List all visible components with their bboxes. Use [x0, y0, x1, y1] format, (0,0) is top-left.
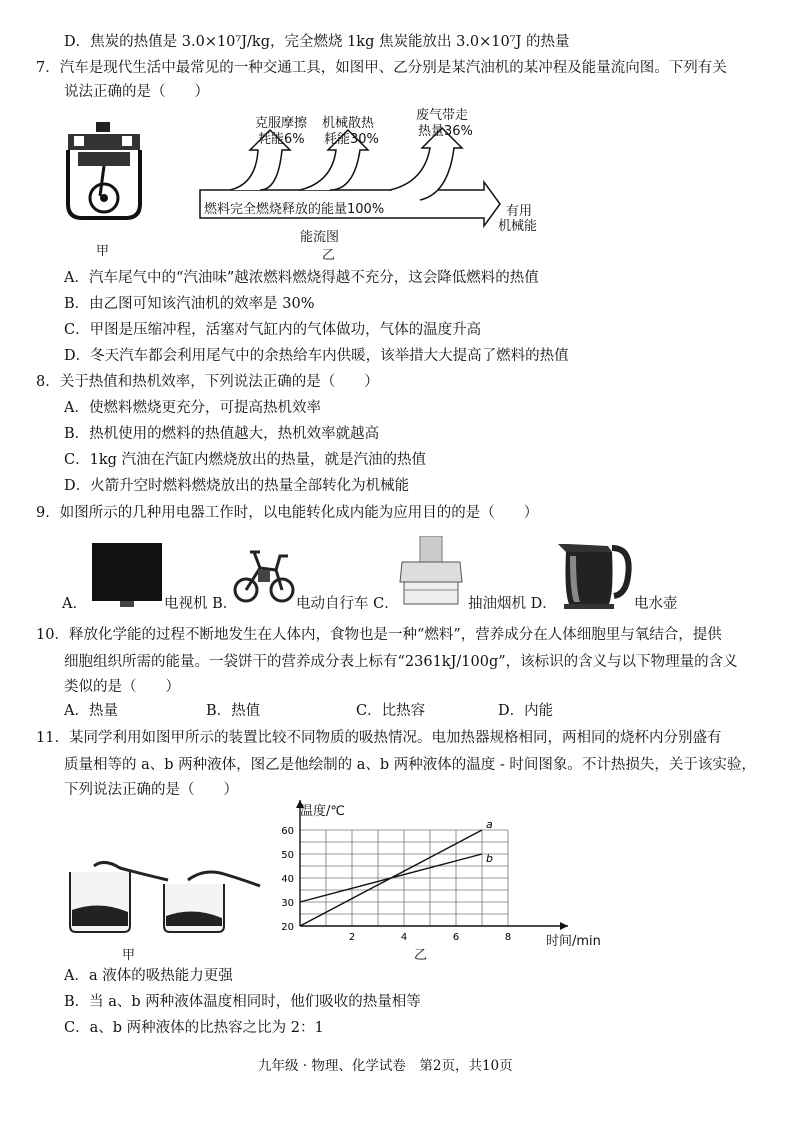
chart-x-axis-label: 时间/min [546, 934, 601, 949]
tv-image [92, 543, 164, 609]
q9-option-a-marker: A． [62, 596, 87, 612]
x-tick-label: 6 [452, 932, 460, 943]
q10-option-b: B．热值 [206, 703, 261, 719]
q7-option-a: A．汽车尾气中的“汽油味”越浓燃料燃烧得越不充分，这会降低燃料的热值 [64, 270, 539, 286]
q11-figure-yi-label: 乙 [414, 948, 428, 963]
x-axis-arrow [560, 922, 568, 930]
q9-bike-label: 电动自行车 C． [296, 596, 399, 612]
branch2-line2: 耗能30% [324, 132, 379, 147]
electric-bike-image [232, 540, 296, 606]
q11-option-a: A．a 液体的吸热能力更强 [64, 968, 233, 984]
y-tick-label: 40 [281, 874, 294, 885]
y-tick-label: 30 [281, 898, 294, 909]
chart-y-axis-label: 温度/℃ [300, 804, 345, 819]
page-footer: 九年级 · 物理、化学试卷 第2页，共10页 [258, 1058, 513, 1074]
q8-stem: 8．关于热值和热机效率，下列说法正确的是（ ） [36, 374, 379, 390]
q7-figure-jia-label: 甲 [96, 244, 110, 259]
chart-grid [300, 830, 508, 926]
chart-axes [296, 800, 568, 930]
q7-option-b: B．由乙图可知该汽油机的效率是 30% [64, 296, 315, 312]
q7-option-c: C．甲图是压缩冲程，活塞对气缸内的气体做功，气体的温度升高 [64, 322, 482, 338]
energy-flow-title: 能流图 [300, 230, 340, 245]
useful-line2: 机械能 [498, 219, 538, 234]
chart-series [300, 818, 493, 926]
heating-apparatus-figure [64, 860, 264, 940]
series-label-a: a [486, 818, 493, 831]
q7-stem-line2: 说法正确的是（ ） [64, 84, 209, 100]
energy-main-label: 燃料完全燃烧释放的能量100% [204, 202, 385, 217]
q9-kettle-label: 电水壶 [634, 596, 678, 612]
temperature-time-chart [270, 798, 620, 948]
branch2-line1: 机械散热 [322, 116, 375, 131]
q11-option-b: B．当 a、b 两种液体温度相同时，他们吸收的热量相等 [64, 994, 421, 1010]
q11-figure-jia-label: 甲 [122, 948, 136, 963]
q7-figure-yi-label: 乙 [322, 248, 336, 263]
range-hood-image [398, 536, 466, 608]
q6-option-d: D．焦炭的热值是 3.0×10⁷J/kg，完全燃烧 1kg 焦炭能放出 3.0×10⁷J 的热量 [64, 34, 570, 50]
q8-option-c: C．1kg 汽油在汽缸内燃烧放出的热量，就是汽油的热值 [64, 452, 426, 468]
q11-option-c: C．a、b 两种液体的比热容之比为 2：1 [64, 1020, 324, 1036]
useful-line1: 有用 [506, 204, 533, 219]
q11-stem-line2: 质量相等的 a、b 两种液体，图乙是他绘制的 a、b 两种液体的温度 - 时间图象。不计热损失，关于该实验， [64, 757, 756, 773]
q11-stem-line3: 下列说法正确的是（ ） [64, 782, 238, 798]
y-tick-label: 60 [281, 826, 294, 837]
q8-option-b: B．热机使用的燃料的热值越大，热机效率就越高 [64, 426, 380, 442]
q8-option-d: D．火箭升空时燃料燃烧放出的热量全部转化为机械能 [64, 478, 410, 494]
branch1-line2: 耗能6% [258, 132, 305, 147]
q8-option-a: A．使燃料燃烧更充分，可提高热机效率 [64, 400, 321, 416]
q7-stem-line1: 7．汽车是现代生活中最常见的一种交通工具，如图甲、乙分别是某汽油机的某冲程及能量流向图。下列有关 [36, 60, 727, 76]
q10-stem-line3: 类似的是（ ） [64, 679, 180, 695]
electric-kettle-image [556, 530, 632, 610]
y-tick-label: 50 [281, 850, 294, 861]
branch3-line1: 废气带走 [416, 108, 469, 123]
x-tick-label: 4 [400, 932, 408, 943]
q11-stem-line1: 11．某同学利用如图甲所示的装置比较不同物质的吸热情况。电加热器规格相同，两相同的烧杯内分别盛有 [36, 730, 722, 746]
series-label-b: b [486, 852, 493, 865]
x-tick-label: 2 [348, 932, 356, 943]
engine-cylinder-figure [60, 118, 150, 238]
q9-stem: 9．如图所示的几种用电器工作时，以电能转化成内能为应用目的的是（ ） [36, 505, 539, 521]
branch3-line2: 热量36% [418, 124, 473, 139]
branch1-line1: 克服摩擦 [255, 116, 308, 131]
y-tick-label: 20 [281, 922, 294, 933]
q9-hood-label: 抽油烟机 D． [468, 596, 557, 612]
x-tick-label: 8 [504, 932, 512, 943]
q10-option-d: D．内能 [498, 703, 554, 719]
q10-option-c: C．比热容 [356, 703, 426, 719]
q10-stem-line2: 细胞组织所需的能量。一袋饼干的营养成分表上标有“2361kJ/100g”，该标识的含义与以下物理量的含义 [64, 654, 738, 670]
q9-tv-label: 电视机 B． [164, 596, 238, 612]
q7-option-d: D．冬天汽车都会利用尾气中的余热给车内供暖，该举措大大提高了燃料的热值 [64, 348, 569, 364]
q10-option-a: A．热量 [64, 703, 118, 719]
q10-stem-line1: 10．释放化学能的过程不断地发生在人体内，食物也是一种“燃料”，营养成分在人体细胞里与氧结合，提供 [36, 627, 722, 643]
